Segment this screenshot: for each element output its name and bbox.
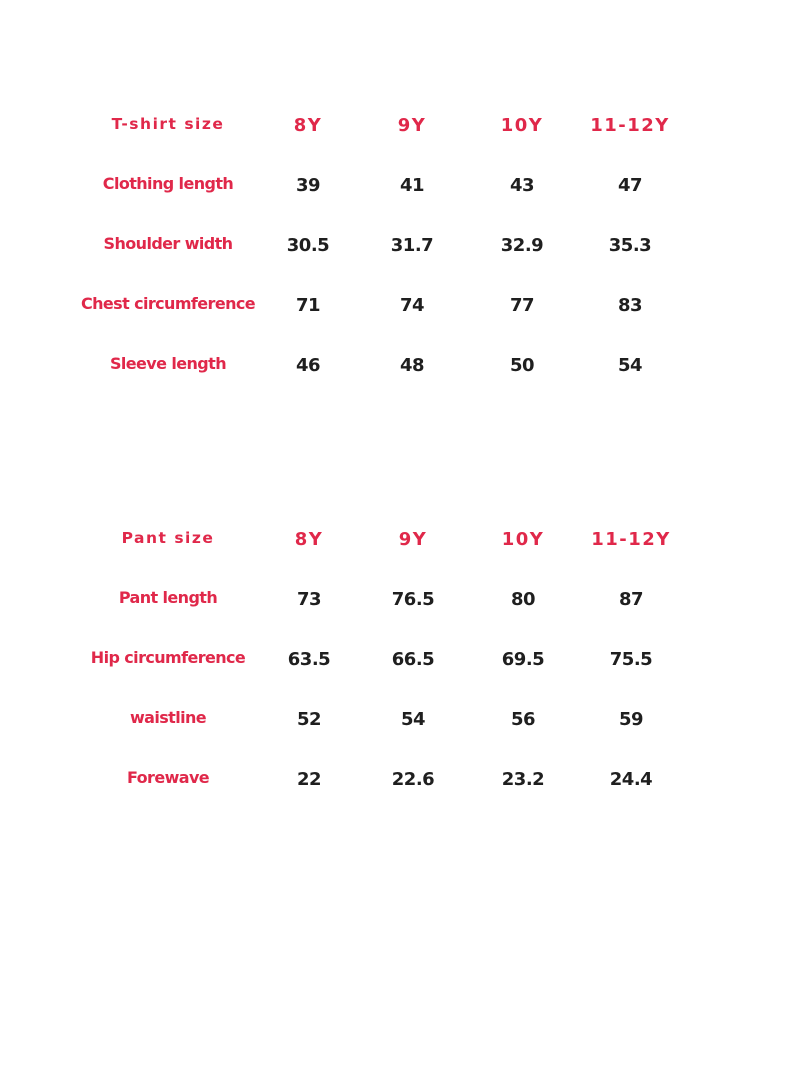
table-row [0,638,790,698]
tshirt-size-header: 10Y [500,115,544,136]
table-cell: 47 [617,175,643,196]
tshirt-size-table [0,104,790,404]
table-cell: 66.5 [391,649,435,670]
pant-size-header: 10Y [501,529,545,550]
table-cell: 59 [618,709,644,730]
table-cell: 87 [618,589,644,610]
table-row [0,164,790,224]
table-cell: 56 [510,709,536,730]
row-label: waistline [129,708,207,727]
table-cell: 74 [399,295,425,316]
row-label: Chest circumference [80,294,255,313]
row-label: Pant length [118,588,218,607]
table-cell: 50 [509,355,535,376]
table-row [0,578,790,638]
tshirt-header-row [0,104,790,164]
table-cell: 48 [399,355,425,376]
table-cell: 32.9 [500,235,544,256]
pant-size-table [0,518,790,818]
table-cell: 80 [510,589,536,610]
table-cell: 71 [295,295,321,316]
table-cell: 54 [617,355,643,376]
table-cell: 22 [296,769,322,790]
table-cell: 39 [295,175,321,196]
row-label: Hip circumference [90,648,246,667]
table-row [0,224,790,284]
table-cell: 41 [399,175,425,196]
table-row [0,344,790,404]
table-cell: 30.5 [286,235,330,256]
pant-size-header: 11-12Y [591,529,671,550]
row-label: Sleeve length [110,354,226,373]
table-cell: 83 [617,295,643,316]
table-cell: 73 [296,589,322,610]
table-cell: 54 [400,709,426,730]
table-row [0,698,790,758]
tshirt-size-header: 11-12Y [590,115,670,136]
pant-header-row [0,518,790,578]
table-cell: 22.6 [391,769,435,790]
tshirt-size-header: 9Y [397,115,427,136]
row-label: Shoulder width [103,234,233,253]
table-row [0,758,790,818]
row-label: Clothing length [102,174,234,193]
table-cell: 69.5 [501,649,545,670]
table-cell: 77 [509,295,535,316]
table-cell: 52 [296,709,322,730]
table-cell: 23.2 [501,769,545,790]
tshirt-table-title: T-shirt size [111,115,225,133]
table-cell: 63.5 [287,649,331,670]
table-cell: 76.5 [391,589,435,610]
table-row [0,284,790,344]
table-cell: 24.4 [609,769,653,790]
table-cell: 46 [295,355,321,376]
table-cell: 31.7 [390,235,434,256]
row-label: Forewave [126,768,210,787]
table-cell: 35.3 [608,235,652,256]
pant-table-title: Pant size [121,529,215,547]
pant-size-header: 8Y [294,529,324,550]
pant-size-header: 9Y [398,529,428,550]
tshirt-size-header: 8Y [293,115,323,136]
table-cell: 43 [509,175,535,196]
table-cell: 75.5 [609,649,653,670]
